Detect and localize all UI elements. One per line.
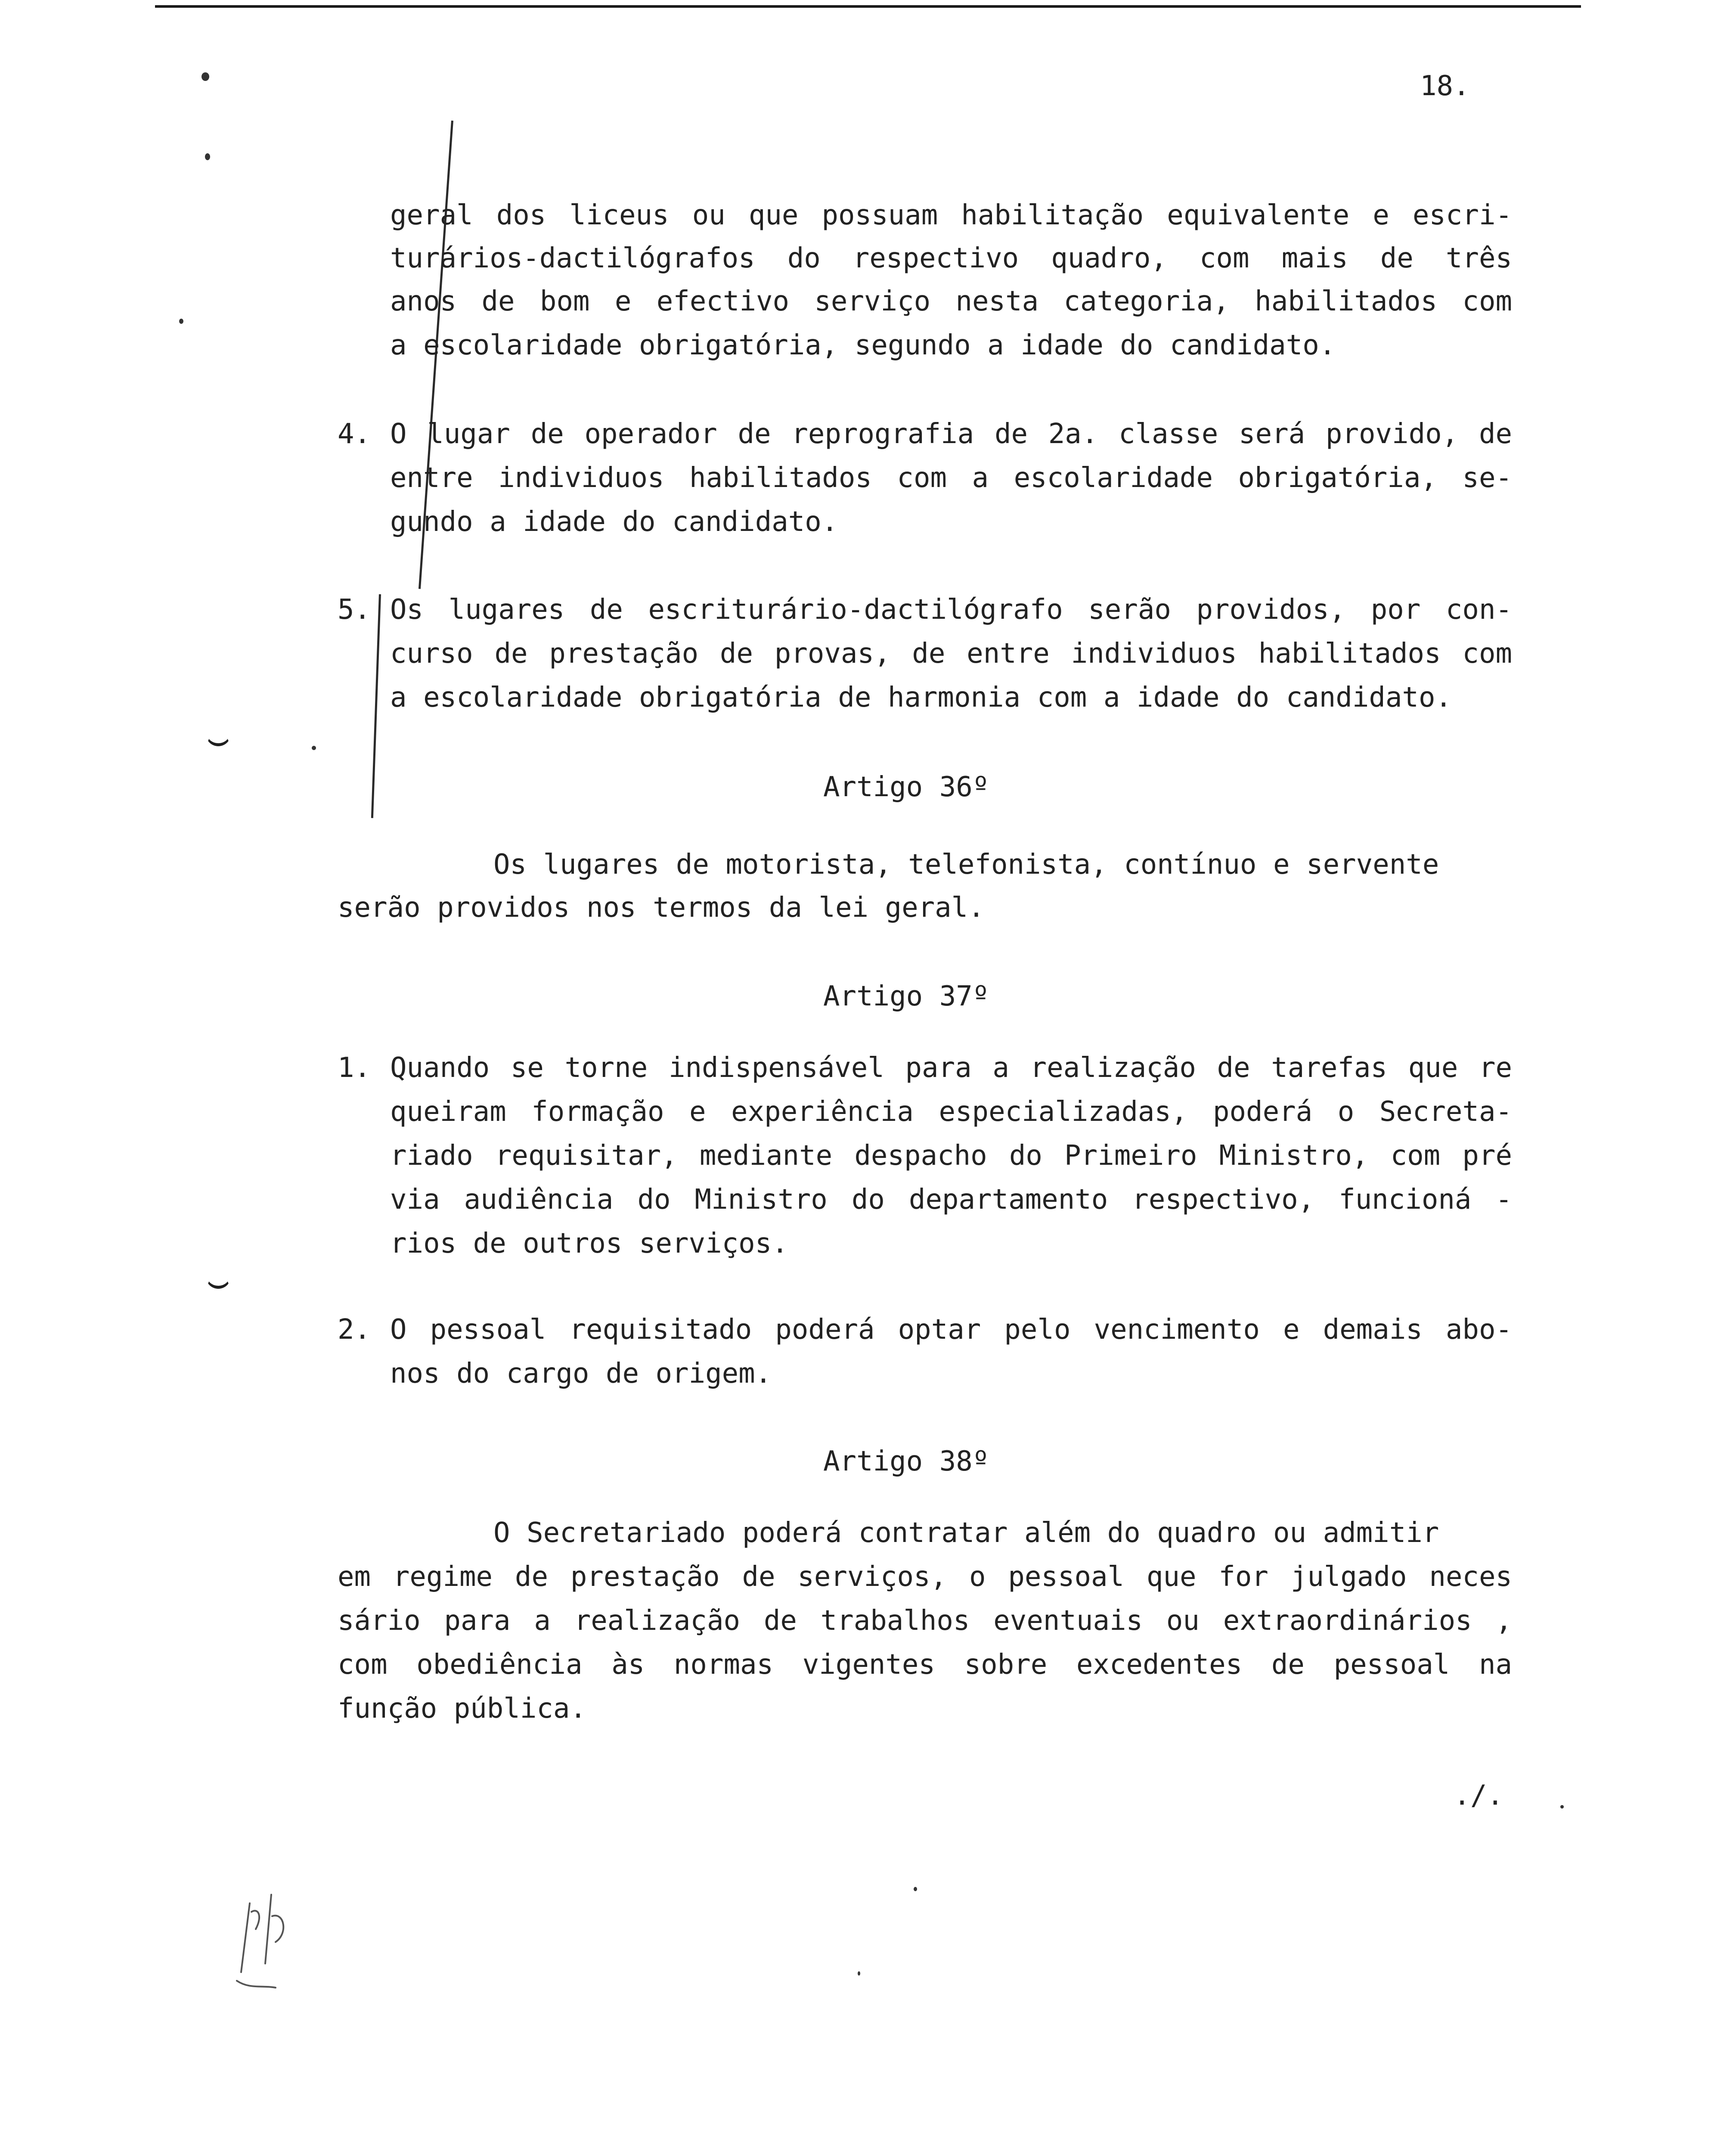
text-line: O lugar de operador de reprografia de 2a. classe será provido, de xyxy=(390,418,1512,450)
page-number: 18. xyxy=(1420,70,1470,102)
scan-speck xyxy=(202,72,209,81)
text-line: turários-dactilógrafos do respectivo quadro, com mais de três xyxy=(390,242,1512,274)
text-line: entre individuos habilitados com a escolaridade obrigatória, se- xyxy=(390,462,1512,494)
text-line: via audiência do Ministro do departamento respectivo, funcioná - xyxy=(390,1184,1512,1216)
item-number: 5. xyxy=(338,594,371,626)
scan-speck xyxy=(1560,1805,1564,1809)
text-line: a escolaridade obrigatória, segundo a idade do candidato. xyxy=(390,329,1336,361)
item-number: 1. xyxy=(338,1052,371,1084)
article-heading: Artigo 36º xyxy=(823,771,989,803)
scan-speck xyxy=(205,153,210,160)
text-line: nos do cargo de origem. xyxy=(390,1358,772,1390)
item-number: 2. xyxy=(338,1314,371,1346)
text-line: sário para a realização de trabalhos eventuais ou extraordinários , xyxy=(338,1605,1512,1637)
text-line: queiram formação e experiência especializadas, poderá o Secreta- xyxy=(390,1096,1512,1128)
text-line: serão providos nos termos da lei geral. xyxy=(338,892,985,924)
handwritten-initials xyxy=(224,1886,310,1998)
text-line: Os lugares de motorista, telefonista, contínuo e servente xyxy=(493,849,1439,881)
checkmark-icon xyxy=(206,1270,231,1289)
checkmark-icon xyxy=(206,728,231,746)
text-line: em regime de prestação de serviços, o pessoal que for julgado neces xyxy=(338,1561,1512,1593)
text-line: Os lugares de escriturário-dactilógrafo serão providos, por con- xyxy=(390,594,1512,626)
top-border-line xyxy=(155,5,1581,8)
text-line: riado requisitar, mediante despacho do Primeiro Ministro, com pré xyxy=(390,1140,1512,1172)
text-line: curso de prestação de provas, de entre individuos habilitados com xyxy=(390,638,1512,670)
article-heading: Artigo 37º xyxy=(823,980,989,1012)
text-line: Quando se torne indispensável para a realização de tarefas que re xyxy=(390,1052,1512,1084)
text-line: a escolaridade obrigatória de harmonia com a idade do candidato. xyxy=(390,682,1452,714)
scan-speck xyxy=(179,319,183,324)
scan-speck xyxy=(858,1971,860,1976)
scan-speck xyxy=(914,1887,917,1891)
text-line: anos de bom e efectivo serviço nesta categoria, habilitados com xyxy=(390,285,1512,317)
text-line: gundo a idade do candidato. xyxy=(390,506,838,538)
item-number: 4. xyxy=(338,418,371,450)
text-line: O pessoal requisitado poderá optar pelo vencimento e demais abo- xyxy=(390,1314,1512,1346)
text-line: função pública. xyxy=(338,1693,586,1725)
text-line: com obediência às normas vigentes sobre excedentes de pessoal na xyxy=(338,1649,1512,1681)
text-line: rios de outros serviços. xyxy=(390,1228,788,1260)
continuation-mark: ./. xyxy=(1454,1780,1504,1812)
article-heading: Artigo 38º xyxy=(823,1446,989,1477)
scan-speck xyxy=(312,746,316,750)
text-line: geral dos liceus ou que possuam habilitação equivalente e escri- xyxy=(390,199,1512,231)
margin-pen-line-lower xyxy=(371,594,381,818)
text-line: O Secretariado poderá contratar além do quadro ou admitir xyxy=(493,1517,1439,1549)
